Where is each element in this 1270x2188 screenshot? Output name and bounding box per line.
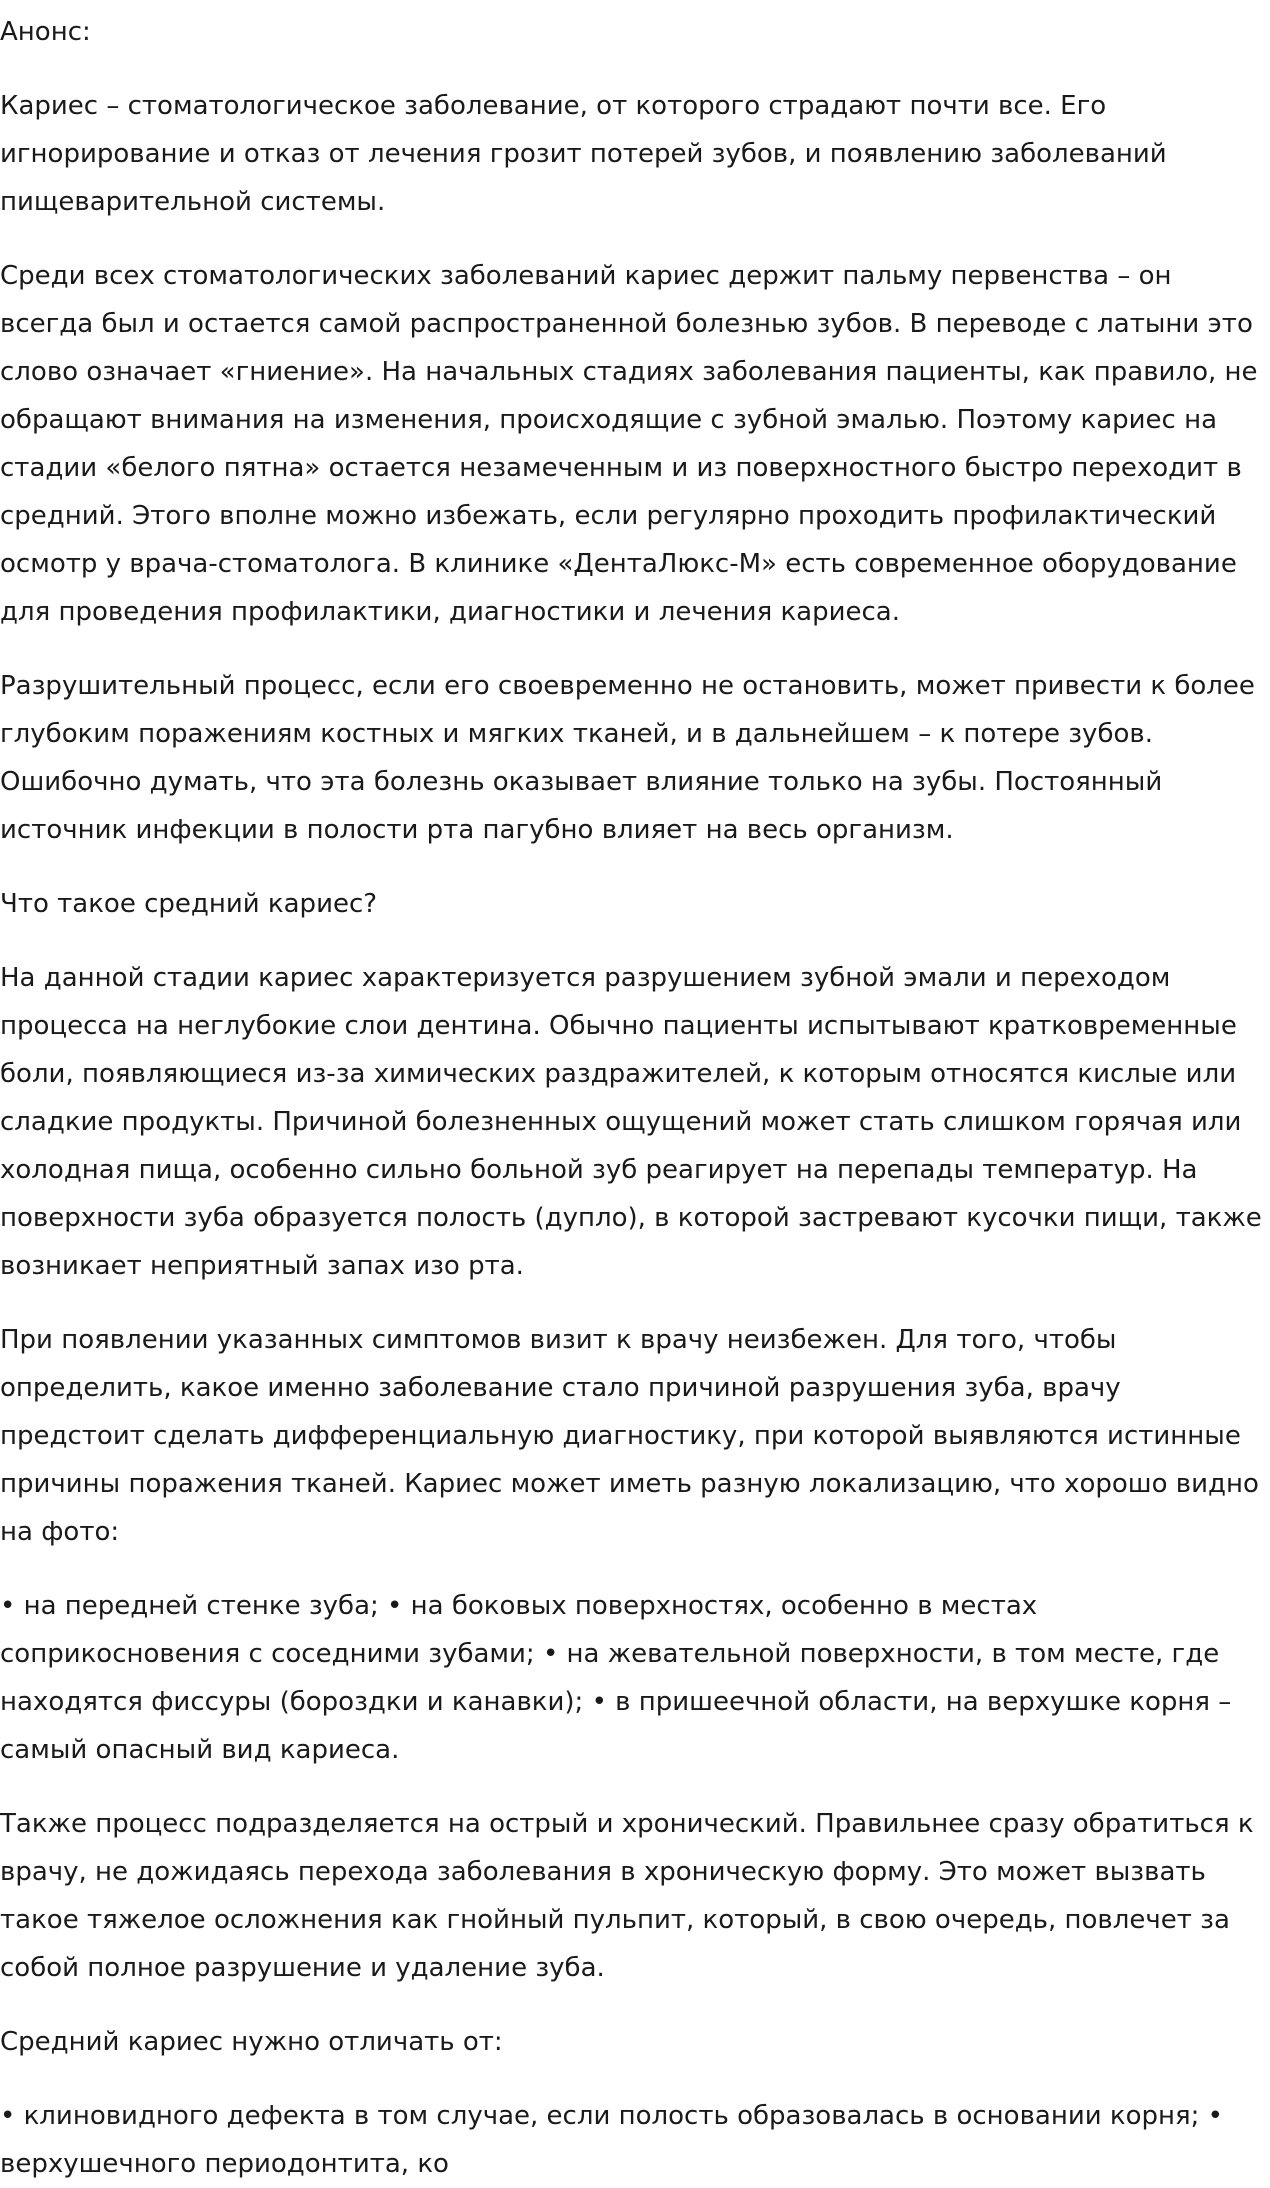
body-paragraph: Разрушительный процесс, если его своевременно не остановить, может привести к более глубоким поражениям костных и мягких тканей, и в дальнейшем – к потере зубов. Ошибочно думать, что эта болезнь оказывает влияние только на зубы. Постоянный источник инфекции в полости рта пагубно влияет на весь организм. [0, 671, 1255, 845]
body-paragraph: При появлении указанных симптомов визит к врачу неизбежен. Для того, чтобы определить, какое именно заболевание стало причиной разрушения зуба, врачу предстоит сделать дифференциальную диагностику, при которой выявляются истинные причины поражения тканей. Кариес может иметь разную локализацию, что хорошо видно на фото: [0, 1325, 1259, 1547]
announcement-label: Анонс: [0, 17, 91, 47]
section-heading: Что такое средний кариес? [0, 889, 378, 919]
intro-paragraph: Кариес – стоматологическое заболевание, от которого страдают почти все. Его игнорирование и отказ от лечения грозит потерей зубов, и появлению заболеваний пищеварительной системы. [0, 91, 1167, 217]
bullet-list-paragraph: • клиновидного дефекта в том случае, если полость образовалась в основании корня; • верхушечного периодонтита, ко [0, 2101, 1224, 2179]
bullet-list-paragraph: • на передней стенке зуба; • на боковых поверхностях, особенно в местах соприкосновения с соседними зубами; • на жевательной поверхности, в том месте, где находятся фиссуры (бороздки и канавки); • в пришеечной области, на верхушке корня – самый опасный вид кариеса. [0, 1591, 1232, 1765]
body-paragraph: На данной стадии кариес характеризуется разрушением зубной эмали и переходом процесса на неглубокие слои дентина. Обычно пациенты испытывают кратковременные боли, появляющиеся из-за химических раздражителей, к которым относятся кислые или сладкие продукты. Причиной болезненных ощущений может стать слишком горячая или холодная пища, особенно сильно больной зуб реагирует на перепады температур. На поверхности зуба образуется полость (дупло), в которой застревают кусочки пищи, также возникает неприятный запах изо рта. [0, 963, 1262, 1281]
subsection-heading: Средний кариес нужно отличать от: [0, 2027, 503, 2057]
body-paragraph: Также процесс подразделяется на острый и хронический. Правильнее сразу обратиться к врачу, не дожидаясь перехода заболевания в хроническую форму. Это может вызвать такое тяжелое осложнения как гнойный пульпит, который, в свою очередь, повлечет за собой полное разрушение и удаление зуба. [0, 1809, 1254, 1983]
body-paragraph: Среди всех стоматологических заболеваний кариес держит пальму первенства – он всегда был и остается самой распространенной болезнью зубов. В переводе с латыни это слово означает «гниение». На начальных стадиях заболевания пациенты, как правило, не обращают внимания на изменения, происходящие с зубной эмалью. Поэтому кариес на стадии «белого пятна» остается незамеченным и из поверхностного быстро переходит в средний. Этого вполне можно избежать, если регулярно проходить профилактический осмотр у врача-стоматолога. В клинике «ДентаЛюкс-М» есть современное оборудование для проведения профилактики, диагностики и лечения кариеса. [0, 261, 1258, 627]
